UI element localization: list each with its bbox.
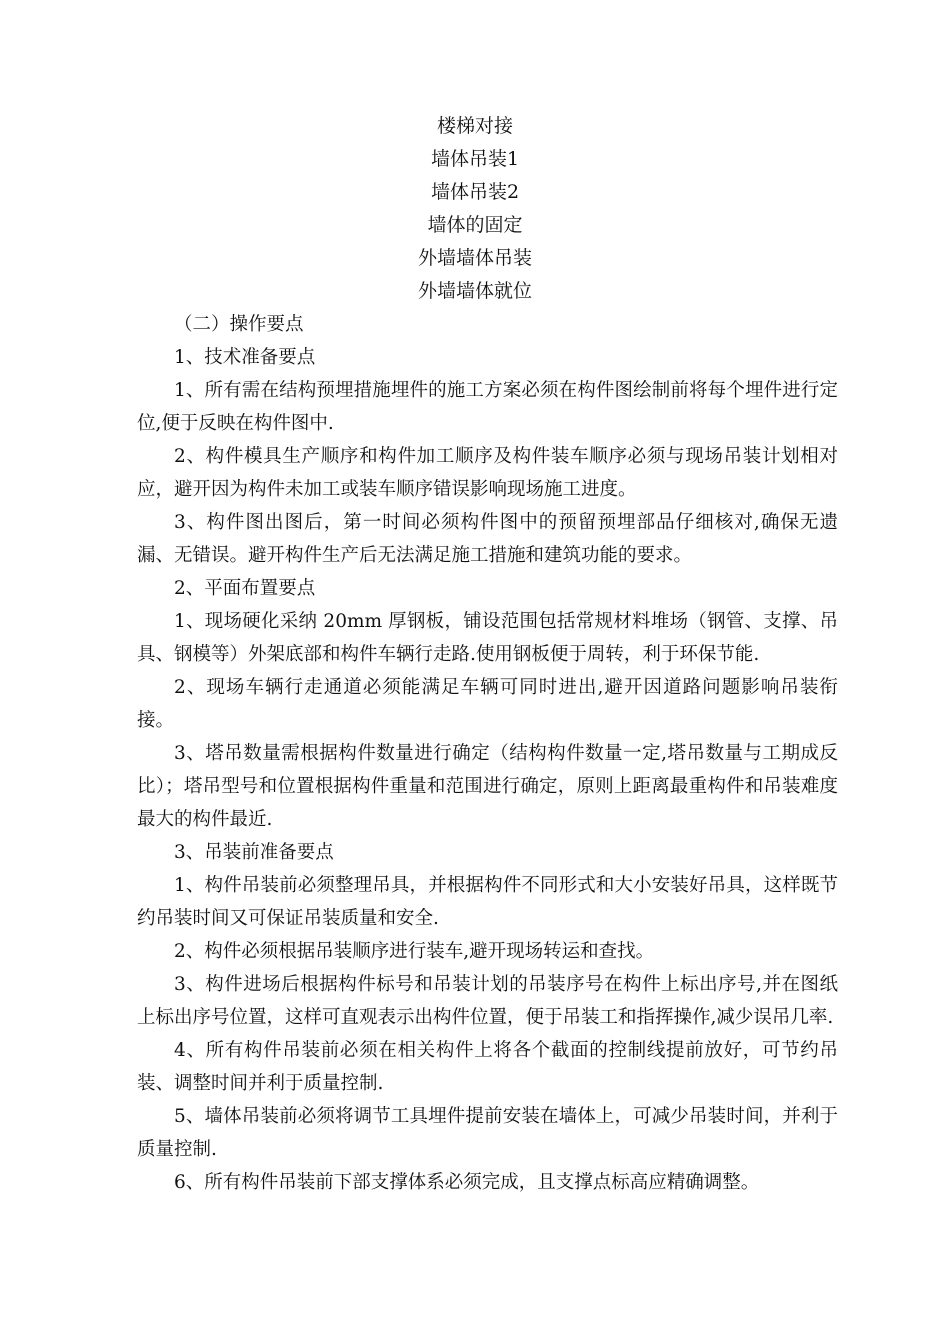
paragraph: 1、构件吊装前必须整理吊具，并根据构件不同形式和大小安装好吊具，这样既节约吊装时间又可保证吊装质量和安全. [137,875,838,929]
figure-caption: 外墙墙体就位 [417,280,532,302]
paragraph: 6、所有构件吊装前下部支撑体系必须完成，且支撑点标高应精确调整。 [174,1172,760,1193]
body-text [137,308,838,1199]
figure-caption: 墙体的固定 [427,214,523,236]
figure-caption-list [0,110,950,308]
paragraph: 5、墙体吊装前必须将调节工具埋件提前安装在墙体上，可减少吊装时间，并利于质量控制. [137,1106,838,1160]
paragraph: 1、所有需在结构预埋措施埋件的施工方案必须在构件图绘制前将每个埋件进行定位,便于反映在构件图中. [137,380,838,434]
section-title: （二）操作要点 [174,314,304,335]
paragraph: 4、所有构件吊装前必须在相关构件上将各个截面的控制线提前放好，可节约吊装、调整时间并利于质量控制. [137,1040,838,1094]
paragraph: 3、构件图出图后，第一时间必须构件图中的预留预埋部品仔细核对,确保无遗漏、无错误。避开构件生产后无法满足施工措施和建筑功能的要求。 [137,512,838,566]
paragraph: 3、塔吊数量需根据构件数量进行确定（结构构件数量一定,塔吊数量与工期成反比）；塔吊型号和位置根据构件重量和范围进行确定，原则上距离最重构件和吊装难度最大的构件最近. [137,743,838,830]
subsection-heading: 2、平面布置要点 [174,578,316,599]
paragraph: 1、现场硬化采纳 20mm 厚钢板，铺设范围包括常规材料堆场（钢管、支撑、吊具、钢模等）外架底部和构件车辆行走路.使用钢板便于周转，利于环保节能. [137,611,838,665]
paragraph: 2、构件必须根据吊装顺序进行装车,避开现场转运和查找。 [174,941,655,962]
figure-caption: 墙体吊装2 [430,181,520,203]
figure-caption: 外墙墙体吊装 [417,247,532,269]
paragraph: 3、构件进场后根据构件标号和吊装计划的吊装序号在构件上标出序号,并在图纸上标出序号位置，这样可直观表示出构件位置，便于吊装工和指挥操作,减少误吊几率. [137,974,838,1028]
figure-caption: 楼梯对接 [436,115,513,137]
figure-caption: 墙体吊装1 [430,148,520,170]
paragraph: 2、现场车辆行走通道必须能满足车辆可同时进出,避开因道路问题影响吊装衔接。 [137,677,838,731]
subsection-heading: 1、技术准备要点 [174,347,316,368]
paragraph: 2、构件模具生产顺序和构件加工顺序及构件装车顺序必须与现场吊装计划相对应，避开因为构件未加工或装车顺序错误影响现场施工进度。 [137,446,838,500]
subsection-heading: 3、吊装前准备要点 [174,842,334,863]
